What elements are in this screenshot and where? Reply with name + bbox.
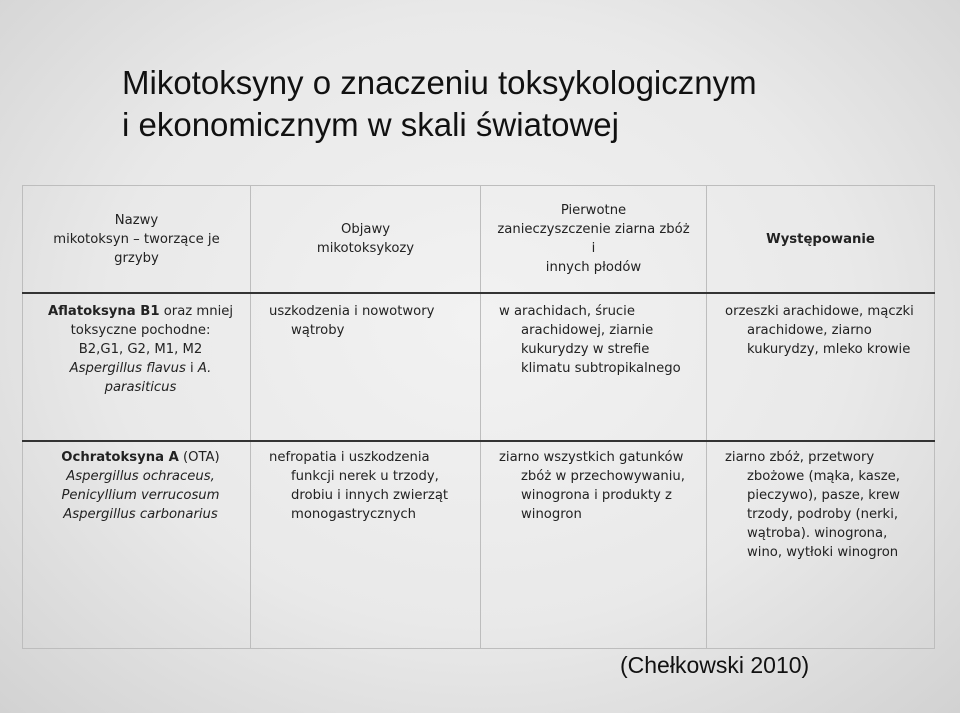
cell-paragraph [499,302,696,378]
title-line-2: i ekonomicznym w skali światowej [122,106,619,143]
cell-text: kukurydzy w strefie [521,342,650,357]
species-name: Aspergillus ochraceus, [66,469,215,484]
header-occurrence [707,186,935,294]
header-text: zanieczyszczenie ziarna zbóż [497,222,690,237]
cell-text: funkcji nerek u trzody, [291,469,439,484]
header-row [23,186,935,294]
cell-paragraph [269,448,470,524]
cell-text: w arachidach, śrucie [499,304,635,319]
cell-paragraph [499,448,696,524]
cell-symptoms [251,293,481,441]
cell-text: ziarno wszystkich gatunków [499,450,684,465]
cell-text: oraz mniej [159,304,234,319]
cell-text: kukurydzy, mleko krowie [747,342,911,357]
header-text: Występowanie [766,231,875,247]
cell-occurrence [707,441,935,649]
cell-text: ziarno zbóż, przetwory [725,450,875,465]
cell-contamination [481,441,707,649]
header-mycotoxin-names [23,186,251,294]
cell-contamination [481,293,707,441]
title-line-1: Mikotoksyny o znaczeniu toksykologicznym [122,64,757,101]
cell-text: pieczywo), pasze, krew [747,488,900,503]
cell-line [41,448,240,467]
cell-text: winogrona i produkty z [521,488,672,503]
cell-text: wątroba). winogrona, [747,526,888,541]
header-symptoms [251,186,481,294]
species-name: Aspergillus carbonarius [63,507,218,522]
slide-title [122,62,902,146]
header-text: mikotoksykozy [316,241,415,256]
cell-text: drobiu i innych zwierząt [291,488,449,503]
cell-text: winogron [521,507,582,522]
cell-text: klimatu subtropikalnego [521,361,681,376]
cell-occurrence [707,293,935,441]
cell-text: orzeszki arachidowe, mączki [725,304,914,319]
cell-paragraph [725,448,924,562]
cell-text: trzody, podroby (nerki, [747,507,899,522]
cell-text: i [185,361,198,376]
cell-line: B2,G1, G2, M1, M2 [78,342,203,357]
header-text: Nazwy [114,212,159,228]
cell-mycotoxin [23,441,251,649]
cell-text: arachidowej, ziarnie [521,323,654,338]
cell-line [41,302,240,321]
cell-paragraph [725,302,924,359]
cell-symptoms [251,441,481,649]
header-text: Pierwotne [560,203,627,218]
cell-mycotoxin [23,293,251,441]
header-text: mikotoksyn – tworzące je [53,231,220,247]
header-primary-contamination [481,186,707,294]
toxin-name: Aflatoksyna B1 [47,304,160,319]
table-row-aflatoxin [23,293,935,441]
header-text: grzyby [114,250,159,266]
cell-line: toksyczne pochodne: [70,323,211,338]
header-text: Objawy [340,222,391,237]
cell-text: wątroby [291,323,345,338]
cell-text: arachidowe, ziarno [747,323,872,338]
mycotoxin-table [22,185,935,649]
species-name: A. [197,361,212,376]
toxin-name: Ochratoksyna A [61,450,179,465]
cell-text: zbóż w przechowywaniu, [521,469,685,484]
header-text: innych płodów [545,260,642,275]
cell-text: monogastrycznych [291,507,417,522]
table-row-ochratoxin [23,441,935,649]
cell-text: nefropatia i uszkodzenia [269,450,430,465]
cell-text: zbożowe (mąka, kasze, [747,469,900,484]
species-name: parasiticus [104,380,177,395]
citation: (Chełkowski 2010) [620,652,810,678]
cell-text: wino, wytłoki winogron [747,545,899,560]
species-name: Aspergillus flavus [69,361,186,376]
cell-text: (OTA) [178,450,220,465]
species-name: Penicyllium verrucosum [61,488,220,503]
header-text: i [591,241,596,256]
cell-line [41,359,240,378]
cell-paragraph [269,302,470,340]
cell-text: uszkodzenia i nowotwory [269,304,435,319]
